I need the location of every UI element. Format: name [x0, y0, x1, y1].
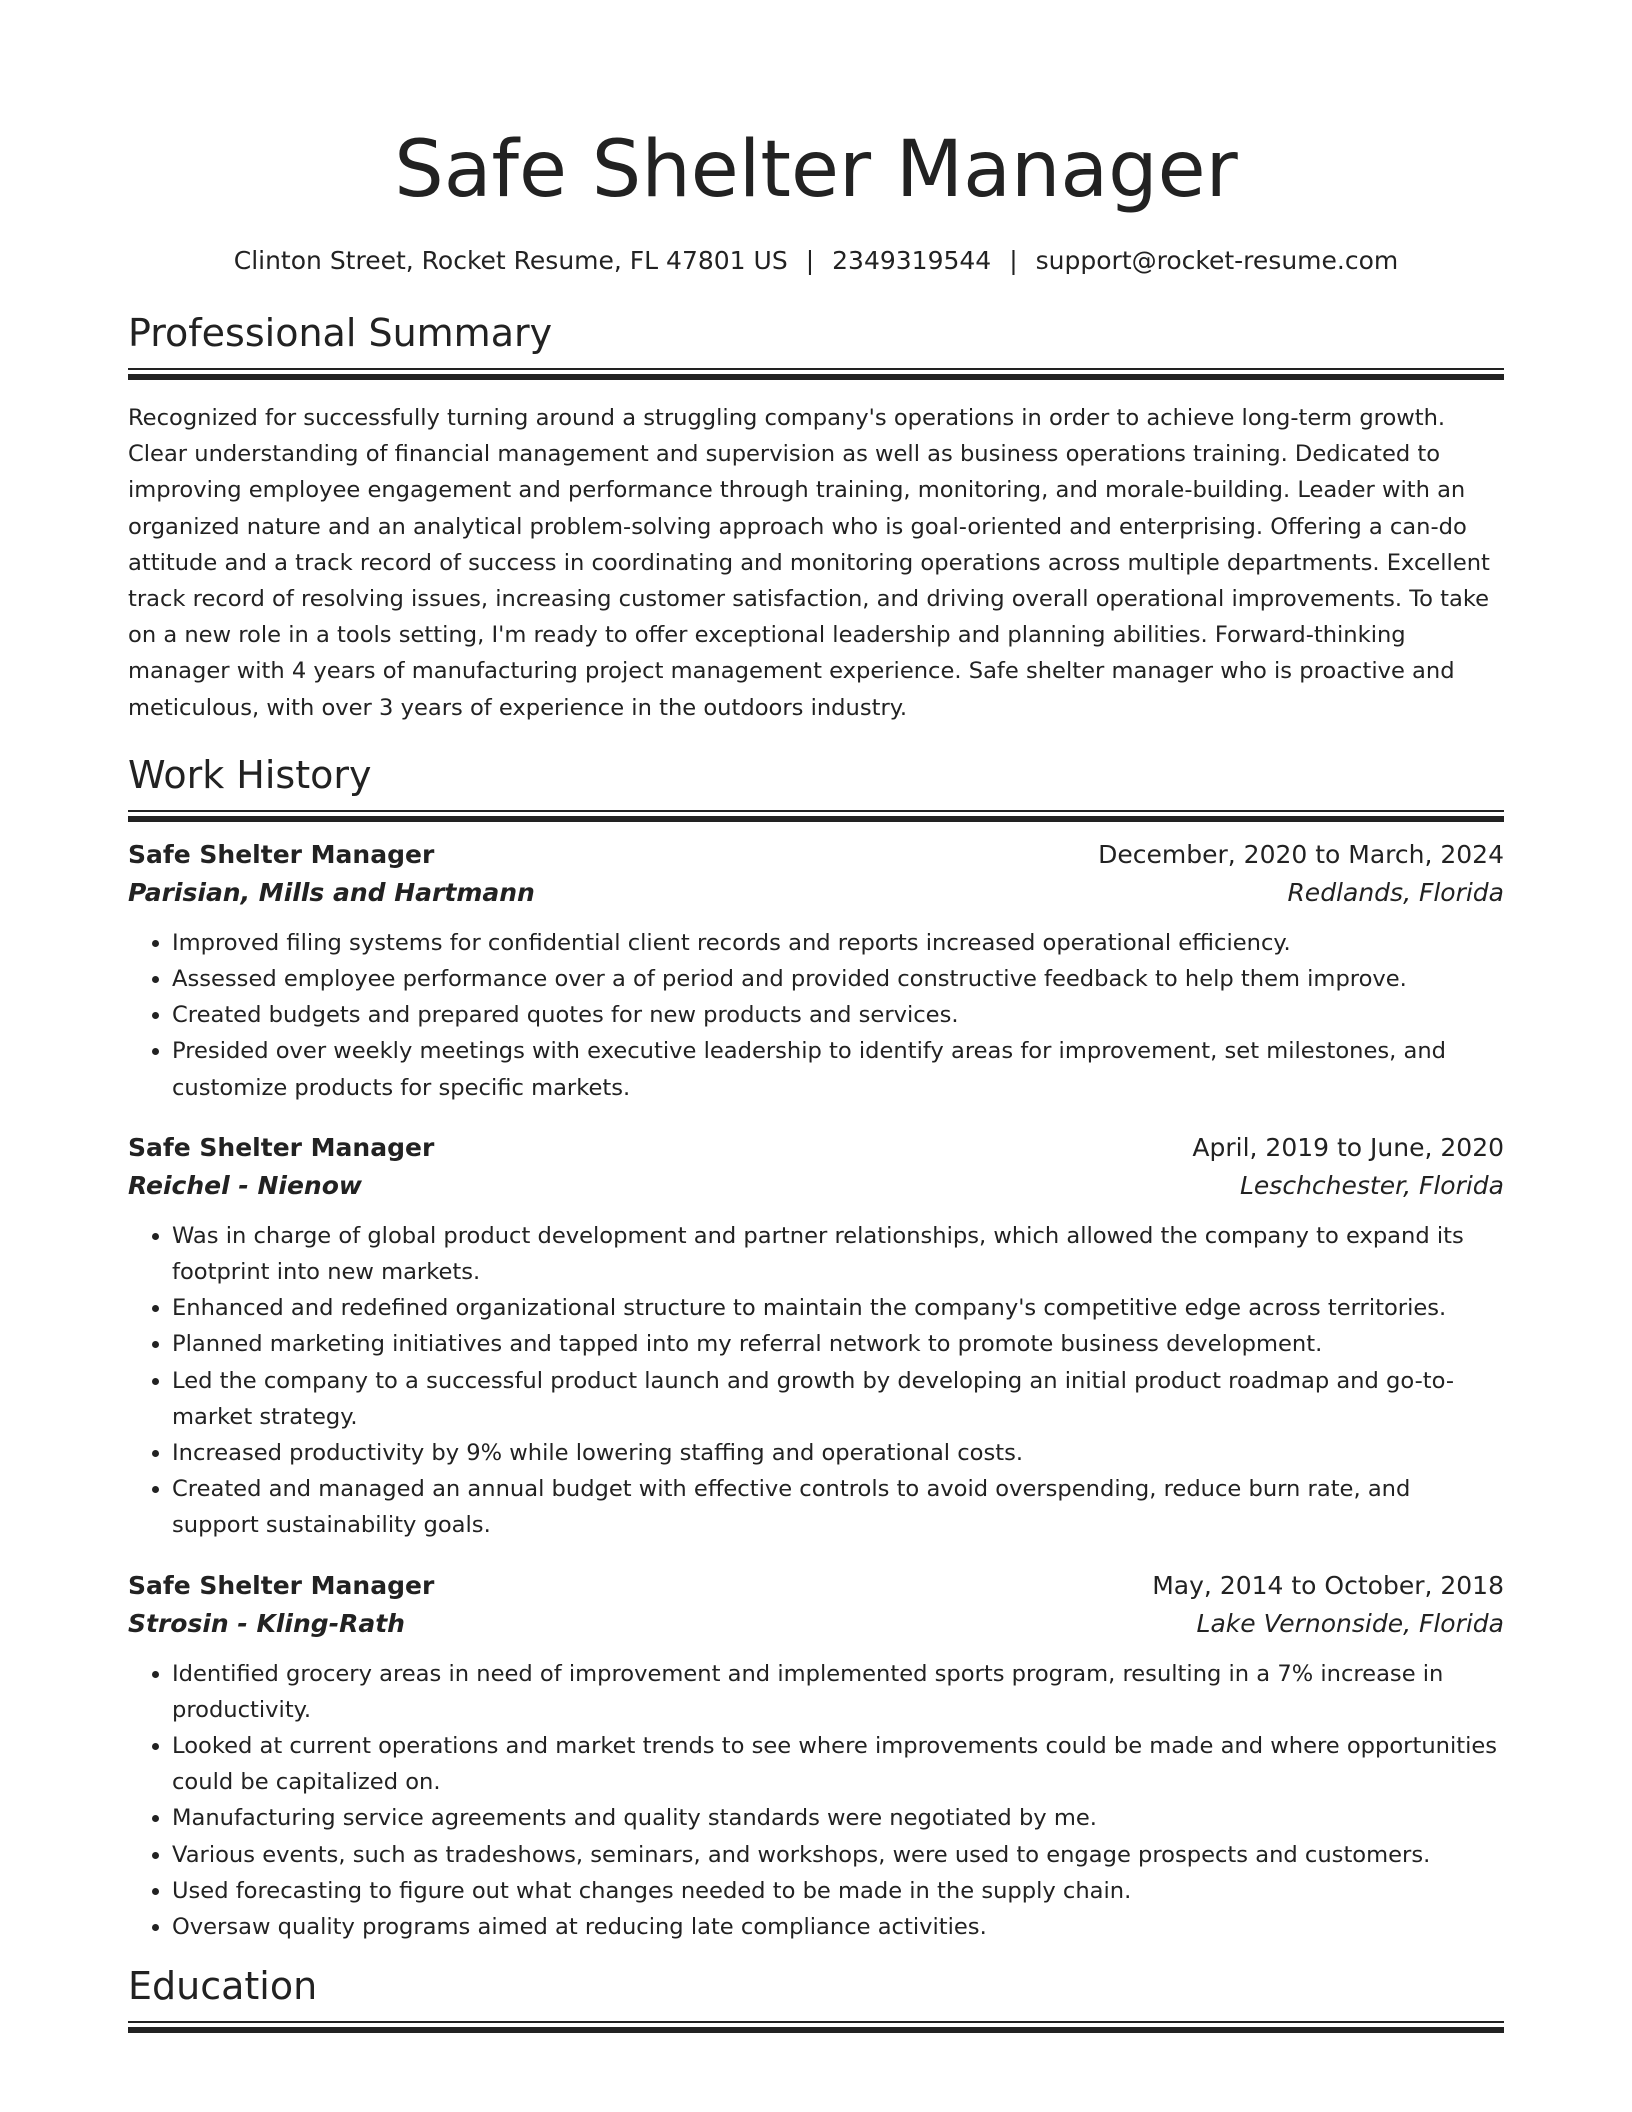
job-subheader [128, 1167, 1504, 1205]
job-company: Reichel - Nienow [128, 1170, 362, 1200]
job-dates: December, 2020 to March, 2024 [1098, 839, 1504, 869]
section-divider-thick [128, 816, 1504, 822]
job-bullet: • Used forecasting to figure out what changes needed to be made in the supply chain. [172, 1873, 1504, 1909]
job-location: Lake Vernonside, Florida [1196, 1608, 1504, 1638]
job-bullet: • Various events, such as tradeshows, seminars, and workshops, were used to engage prospects and customers. [172, 1837, 1504, 1873]
contact-phone: 2349319544 [832, 246, 992, 275]
job-bullet: • Led the company to a successful product launch and growth by developing an initial product roadmap and go-to-market strategy. [172, 1363, 1504, 1435]
summary-section [128, 308, 1504, 726]
job-location: Redlands, Florida [1287, 877, 1504, 907]
section-divider-thick [128, 374, 1504, 380]
job-title: Safe Shelter Manager [128, 1570, 435, 1600]
job-bullet: • Oversaw quality programs aimed at reducing late compliance activities. [172, 1909, 1504, 1945]
section-divider [128, 2021, 1504, 2023]
job-bullet: • Created and managed an annual budget with effective controls to avoid overspending, reduce burn rate, and support sustainability goals. [172, 1471, 1504, 1543]
education-section [128, 1961, 1504, 2033]
job-dates: April, 2019 to June, 2020 [1192, 1132, 1504, 1162]
job-dates: May, 2014 to October, 2018 [1152, 1570, 1504, 1600]
job-subheader [128, 874, 1504, 912]
job-bullet: • Enhanced and redefined organizational structure to maintain the company's competitive edge across territories. [172, 1290, 1504, 1326]
summary-section-title: Professional Summary [128, 311, 553, 355]
job-bullet-list [128, 925, 1504, 1106]
section-divider [128, 810, 1504, 812]
section-divider [128, 368, 1504, 370]
work-history-section [128, 750, 1504, 1945]
job-company: Strosin - Kling-Rath [128, 1608, 405, 1638]
job-bullet: • Increased productivity by 9% while lowering staffing and operational costs. [172, 1435, 1504, 1471]
contact-separator: | [805, 246, 815, 275]
job-location: Leschchester, Florida [1239, 1170, 1504, 1200]
job-bullet: • Identified grocery areas in need of improvement and implemented sports program, resulting in a 7% increase in productivity. [172, 1656, 1504, 1728]
contact-separator: | [1009, 246, 1018, 275]
job-bullet-list [128, 1656, 1504, 1946]
contact-email: support@rocket-resume.com [1035, 246, 1399, 275]
section-divider-thick [128, 2027, 1504, 2033]
job-header [128, 836, 1504, 874]
job-header [128, 1129, 1504, 1167]
job-title: Safe Shelter Manager [128, 1132, 435, 1162]
job-bullet-list [128, 1218, 1504, 1544]
job-bullet: • Planned marketing initiatives and tapped into my referral network to promote business development. [172, 1326, 1504, 1362]
resume-name: Safe Shelter Manager [394, 125, 1238, 215]
contact-line [128, 244, 1504, 278]
contact-address: Clinton Street, Rocket Resume, FL 47801 US [233, 246, 788, 275]
job-bullet: • Created budgets and prepared quotes for new products and services. [172, 997, 1504, 1033]
job-bullet: • Improved filing systems for confidential client records and reports increased operational efficiency. [172, 925, 1504, 961]
job-title: Safe Shelter Manager [128, 839, 435, 869]
job-company: Parisian, Mills and Hartmann [128, 877, 535, 907]
summary-text: Recognized for successfully turning around a struggling company's operations in order to achieve long-term growth. Clear understanding of financial management and supervision as well as business operations training. Dedicated to improving employee engagement and performance through training, monitoring, and morale-building. Leader with an organized nature and an analytical problem-solving approach who is goal-oriented and enterprising. Offering a can-do attitude and a track record of success in coordinating and monitoring operations across multiple departments. Excellent track record of resolving issues, increasing customer satisfaction, and driving overall operational improvements. To take on a new role in a tools setting, I'm ready to offer exceptional leadership and planning abilities. Forward-thinking manager with 4 years of manufacturing project management experience. Safe shelter manager who is proactive and meticulous, with over 3 years of experience in the outdoors industry. [128, 405, 1490, 721]
job-entry [128, 836, 1504, 1106]
job-header [128, 1567, 1504, 1605]
job-bullet: • Presided over weekly meetings with executive leadership to identify areas for improvement, set milestones, and customize products for specific markets. [172, 1033, 1504, 1105]
job-bullet: • Manufacturing service agreements and quality standards were negotiated by me. [172, 1800, 1504, 1836]
job-entry [128, 1567, 1504, 1946]
work-history-section-title: Work History [128, 752, 372, 797]
job-subheader [128, 1605, 1504, 1643]
education-section-title: Education [128, 1964, 318, 2009]
job-bullet: • Was in charge of global product development and partner relationships, which allowed the company to expand its footprint into new markets. [172, 1218, 1504, 1290]
job-bullet: • Assessed employee performance over a of period and provided constructive feedback to help them improve. [172, 961, 1504, 997]
job-entry [128, 1129, 1504, 1544]
job-bullet: • Looked at current operations and market trends to see where improvements could be made and where opportunities could be capitalized on. [172, 1728, 1504, 1800]
